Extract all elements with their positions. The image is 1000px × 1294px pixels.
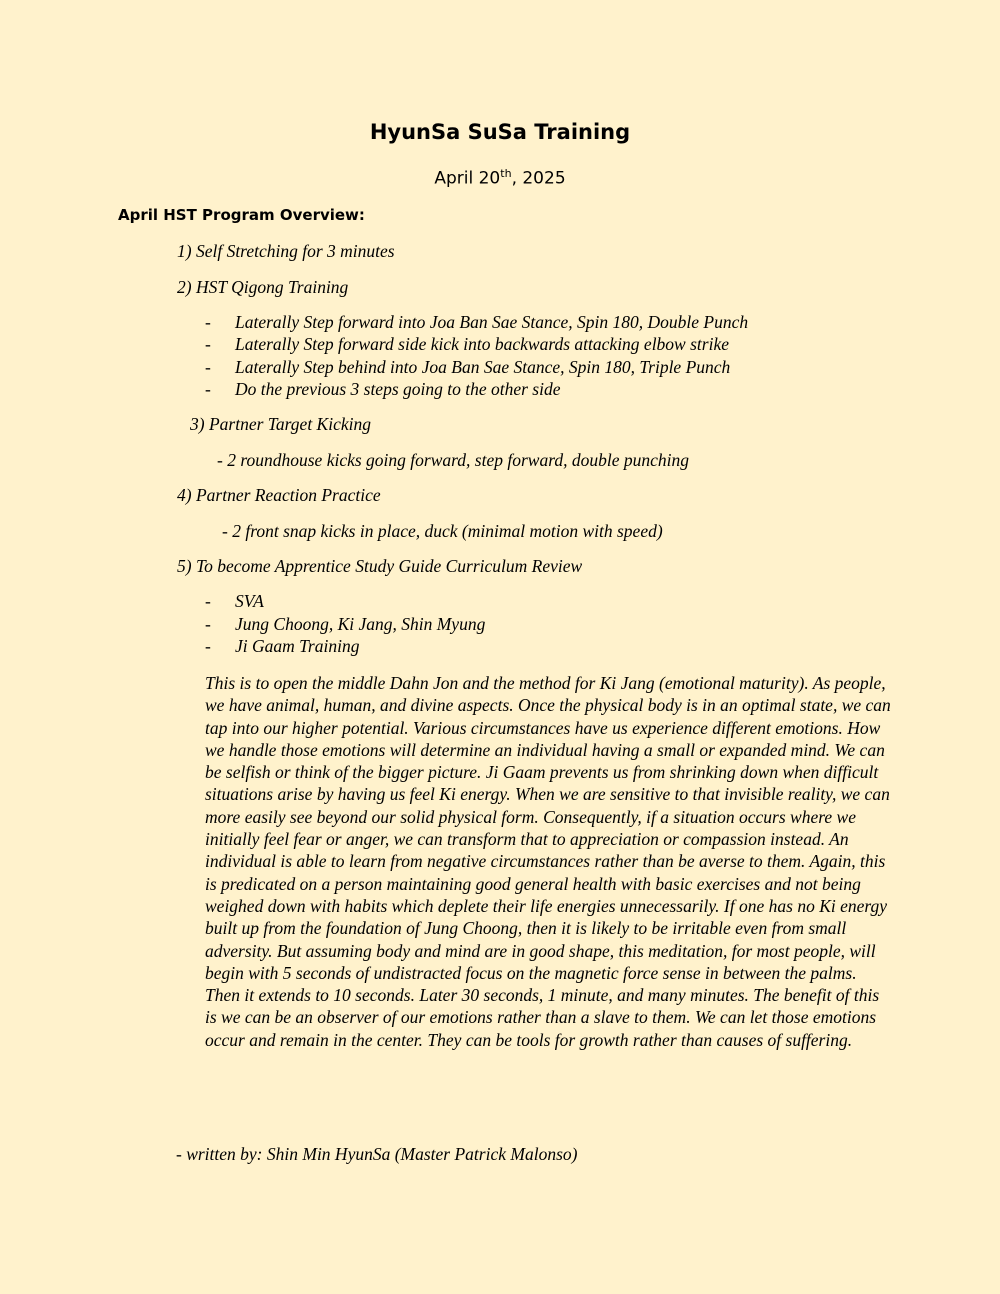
bullet-text: Laterally Step forward into Joa Ban Sae Stance, Spin 180, Double Punch [235,312,749,332]
overview-heading: April HST Program Overview: [118,206,365,224]
explanation-paragraph: This is to open the middle Dahn Jon and the method for Ki Jang (emotional maturity). As people, we have animal, human, and divine aspects. Once the physical body is in an optimal state, we can tap into our higher potential. Various circumstances have us experience different emotions. How we handle those emotions will determine an individual having a small or expanded mind. We can be selfish or think of the bigger picture. Ji Gaam prevents us from shrinking down when difficult situations arise by having us feel Ki energy. When we are sensitive to that invisible reality, we can more easily see beyond our solid physical form. Consequently, if a situation occurs where we initially feel fear or anger, we can transform that to appreciation or compassion instead. An individual is able to learn from negative circumstances rather than be averse to them. Again, this is predicated on a person maintaining good general health with basic exercises and not being weighed down with habits which deplete their life energies unnecessarily. If one has no Ki energy built up from the foundation of Jung Choong, then it is likely to be irritable even from small adversity. But assuming body and mind are in good shape, this meditation, for most people, will begin with 5 seconds of undistracted focus on the magnetic force sense in between the palms. Then it extends to 10 seconds. Later 30 seconds, 1 minute, and many minutes. The benefit of this is we can be an observer of our emotions rather than a slave to them. We can let those emotions occur and remain in the center. They can be tools for growth rather than causes of suffering. [205,673,891,1050]
list-item-3: 3) Partner Target Kicking [190,414,371,434]
date-text: April 20 [434,168,501,189]
bullet-dash: - [205,614,211,634]
list-item-4: 4) Partner Reaction Practice [177,485,381,505]
bullet-text: Laterally Step forward side kick into backwards attacking elbow strike [235,334,729,354]
list-item-2: 2) HST Qigong Training [177,277,349,297]
bullet-item [205,312,749,333]
date-year: , 2025 [511,168,566,189]
bullet-text: Laterally Step behind into Joa Ban Sae Stance, Spin 180, Triple Punch [235,357,731,377]
bullet-text: Do the previous 3 steps going to the other side [235,379,561,399]
list-item-3-detail: - 2 roundhouse kicks going forward, step forward, double punching [217,450,689,470]
bullet-dash: - [205,357,211,377]
bullet-text: Ji Gaam Training [235,636,360,656]
list-item-5: 5) To become Apprentice Study Guide Curriculum Review [177,556,583,576]
signature-line: - written by: Shin Min HyunSa (Master Patrick Malonso) [176,1144,578,1164]
bullet-dash: - [205,591,211,611]
bullet-item [205,591,264,612]
date-suffix: th [500,167,512,180]
bullet-dash: - [205,334,211,354]
bullet-item [205,357,731,378]
list-item-4-detail: - 2 front snap kicks in place, duck (minimal motion with speed) [222,521,663,541]
date-line [0,167,1000,189]
bullet-item [205,379,561,400]
bullet-dash: - [205,636,211,656]
page-title: HyunSa SuSa Training [369,120,631,144]
bullet-item [205,636,360,657]
bullet-text: SVA [235,591,264,611]
list-item-1: 1) Self Stretching for 3 minutes [177,241,395,261]
bullet-dash: - [205,379,211,399]
bullet-text: Jung Choong, Ki Jang, Shin Myung [235,614,486,634]
bullet-item [205,614,486,635]
bullet-dash: - [205,312,211,332]
bullet-item [205,334,729,355]
